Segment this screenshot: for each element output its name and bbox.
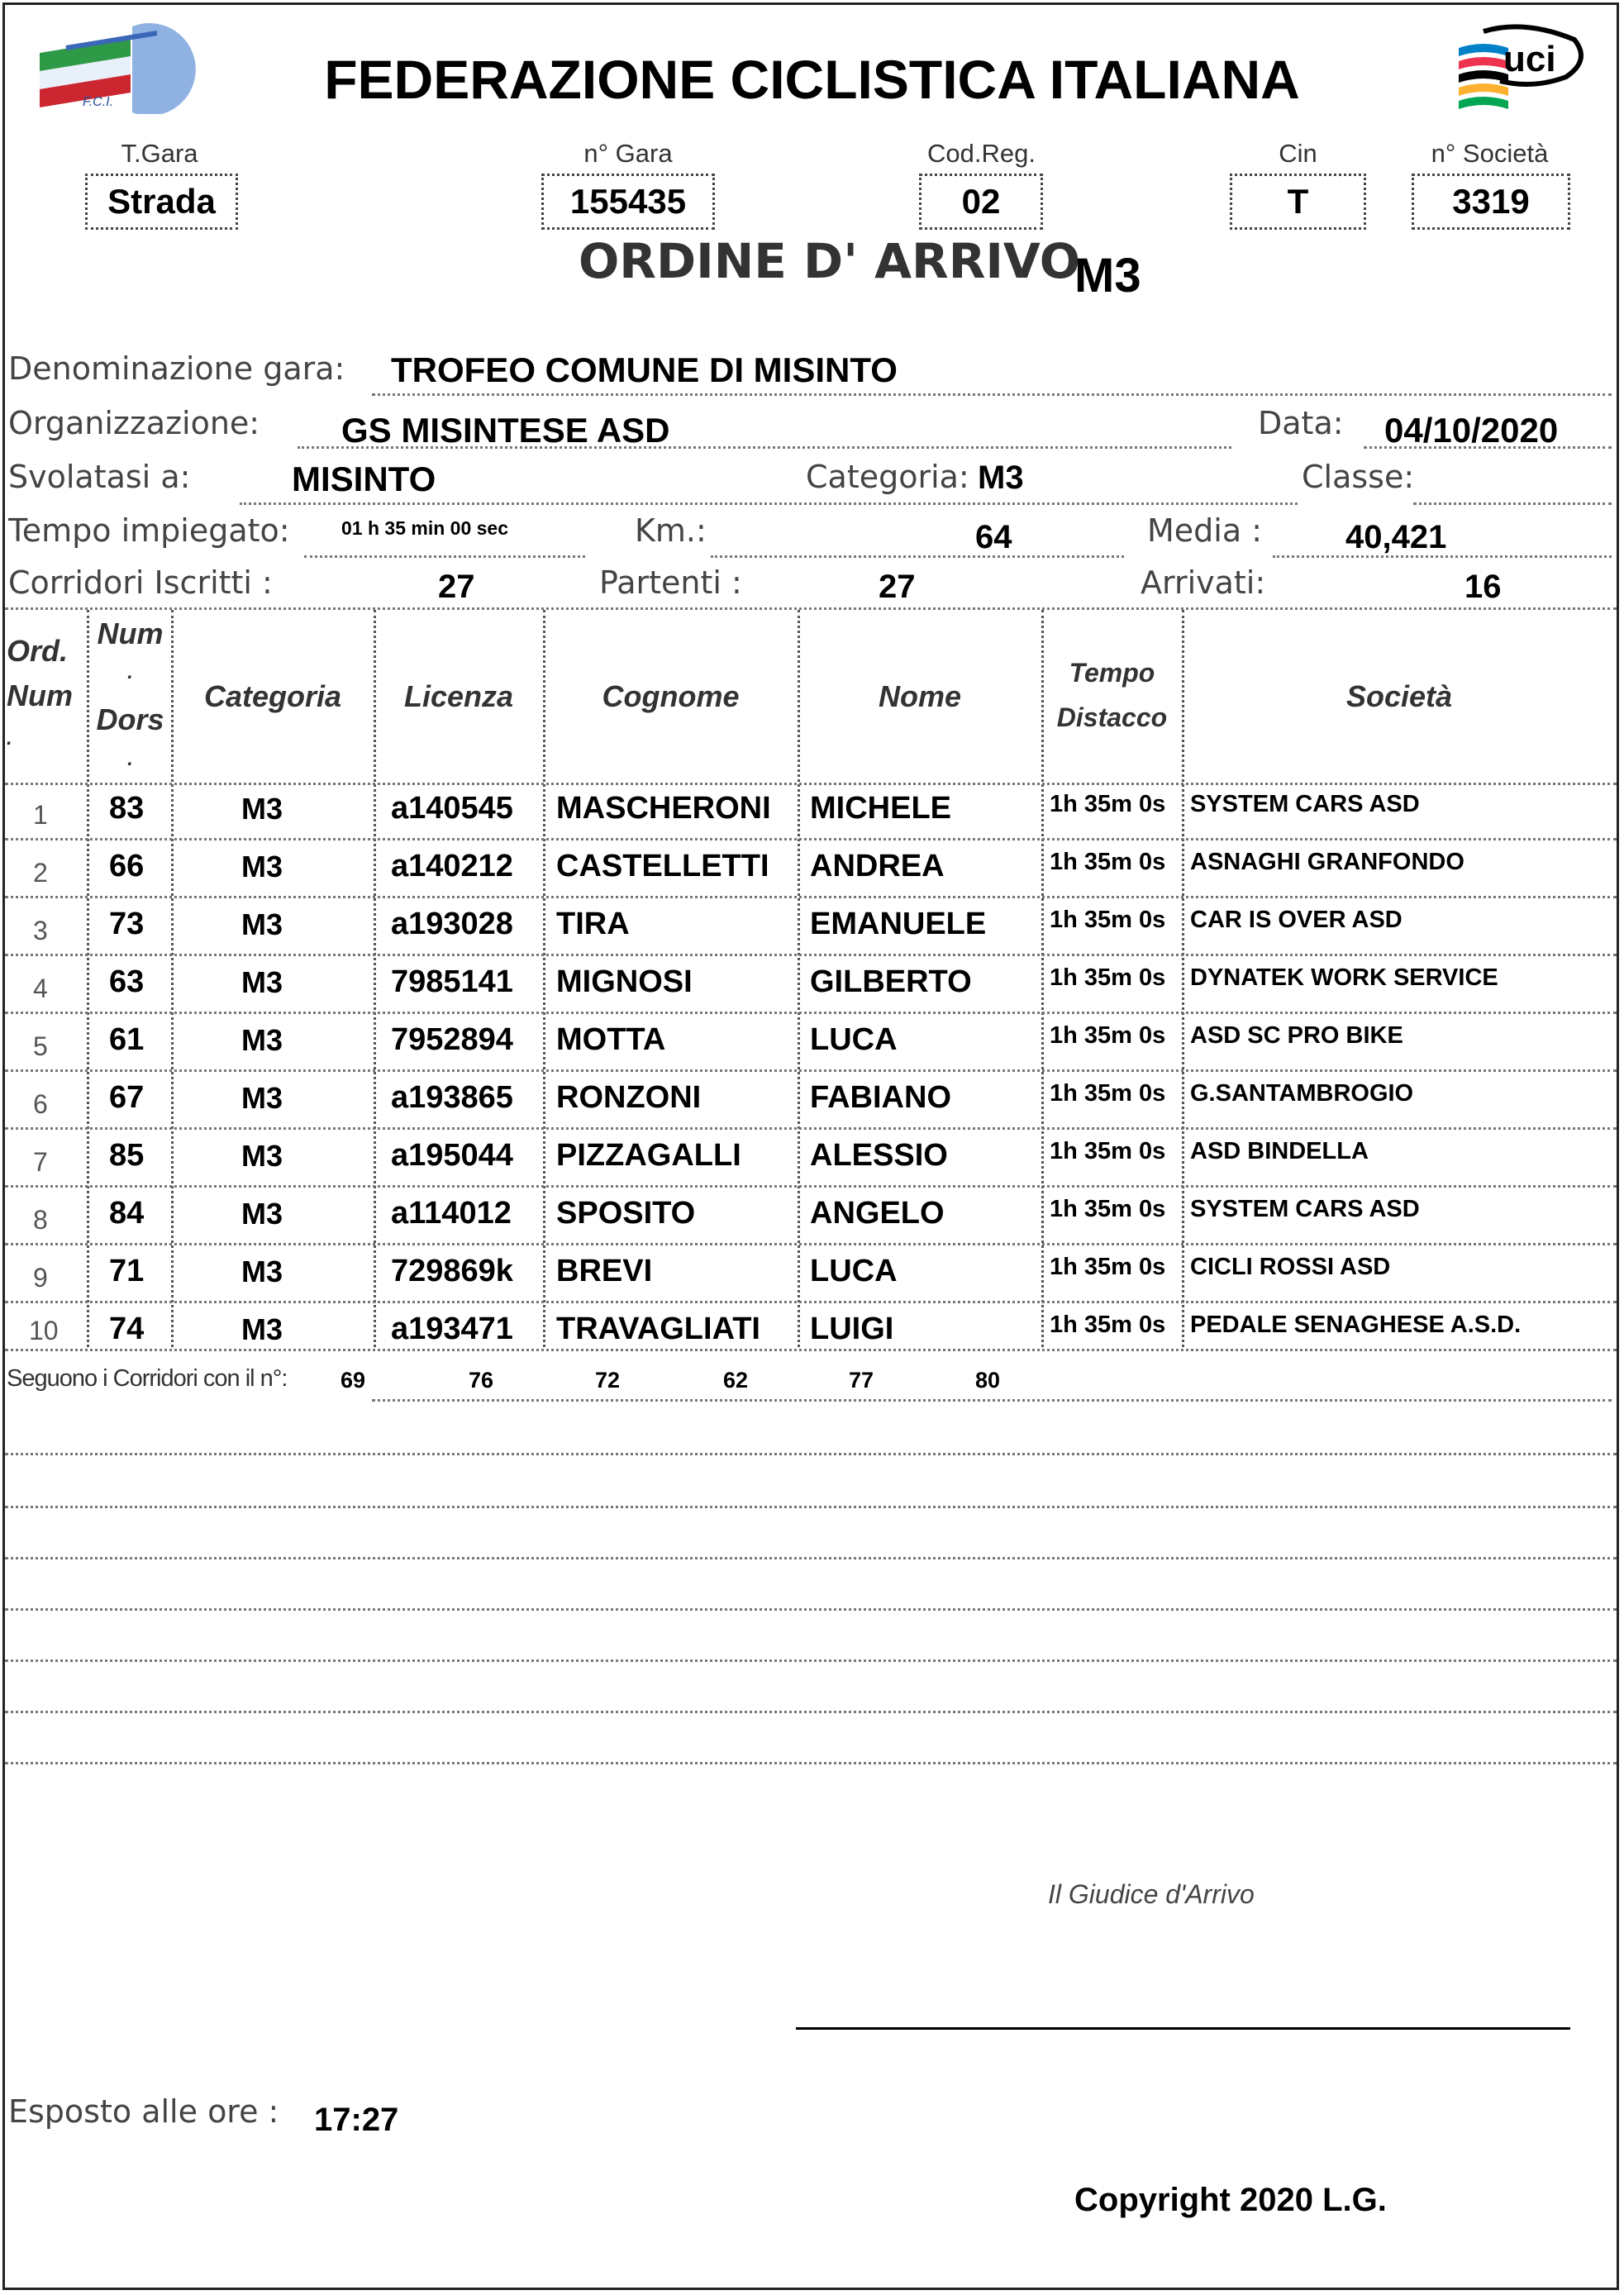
codreg-label: Cod.Reg.: [927, 139, 1036, 168]
row-cog: RONZONI: [556, 1080, 702, 1115]
divider: [372, 1399, 1612, 1402]
row-cat: M3: [241, 907, 283, 941]
svg-text:F.C.I.: F.C.I.: [83, 95, 114, 109]
tempo-label: Tempo impiegato:: [8, 512, 290, 549]
header-bottom-border: [5, 783, 1617, 785]
row-num: 85: [109, 1138, 145, 1173]
row-divider: [5, 1349, 1617, 1351]
row-divider: [5, 1243, 1617, 1245]
row-cog: SPOSITO: [556, 1196, 696, 1231]
row-cog: TRAVAGLIATI: [556, 1312, 760, 1346]
row-tempo: 1h 35m 0s: [1050, 1080, 1166, 1107]
seguono-label: Seguono i Corridori con il n°:: [7, 1365, 288, 1392]
blank-line: [5, 1762, 1617, 1764]
row-nom: EMANUELE: [810, 907, 987, 941]
blank-line: [5, 1711, 1617, 1713]
row-divider: [5, 1185, 1617, 1188]
cin-value: T: [1230, 174, 1366, 230]
row-num: 74: [109, 1312, 145, 1346]
row-lic: 7985141: [391, 964, 513, 999]
header-num-2: .: [127, 661, 133, 683]
header-num-4: .: [127, 748, 133, 770]
row-ord: 6: [33, 1089, 48, 1119]
tempo-value: 01 h 35 min 00 sec: [341, 517, 509, 539]
row-ord: 4: [33, 974, 48, 1003]
blank-line: [5, 1659, 1617, 1662]
categoria-label: Categoria:: [806, 459, 969, 495]
divider: [711, 555, 1124, 558]
row-tempo: 1h 35m 0s: [1050, 1312, 1166, 1338]
row-divider: [5, 1012, 1617, 1014]
seguono-number: 80: [975, 1368, 1001, 1393]
row-cog: PIZZAGALLI: [556, 1138, 741, 1173]
row-cog: CASTELLETTI: [556, 849, 769, 883]
table-top-border: [5, 607, 1617, 610]
row-cog: BREVI: [556, 1254, 653, 1288]
row-soc: DYNATEK WORK SERVICE: [1190, 964, 1498, 991]
blank-line: [5, 1557, 1617, 1559]
column-separator: [87, 610, 89, 1347]
row-lic: a140212: [391, 849, 513, 883]
ngara-label: n° Gara: [583, 139, 673, 168]
media-value: 40,421: [1345, 519, 1447, 555]
tgara-label: T.Gara: [121, 139, 198, 168]
header-num-1: Num: [97, 617, 164, 650]
row-ord: 3: [33, 916, 48, 945]
header-tempo-1: Tempo: [1069, 658, 1155, 688]
row-lic: a195044: [391, 1138, 513, 1173]
row-divider: [5, 1127, 1617, 1130]
row-divider: [5, 1069, 1617, 1072]
row-soc: CICLI ROSSI ASD: [1190, 1254, 1391, 1280]
divider: [372, 393, 1612, 396]
svolatasi-value: MISINTO: [292, 459, 436, 498]
seguono-number: 72: [595, 1368, 621, 1393]
row-cog: MOTTA: [556, 1022, 666, 1057]
row-tempo: 1h 35m 0s: [1050, 907, 1166, 933]
row-num: 83: [109, 791, 145, 826]
row-lic: a193028: [391, 907, 513, 941]
header-ord-1: Ord.: [7, 634, 69, 668]
arrivati-value: 16: [1464, 569, 1502, 605]
row-tempo: 1h 35m 0s: [1050, 1254, 1166, 1280]
row-nom: ANGELO: [810, 1196, 945, 1231]
arrivati-label: Arrivati:: [1141, 564, 1266, 601]
row-ord: 2: [33, 858, 48, 888]
organizzazione-label: Organizzazione:: [8, 405, 260, 441]
row-nom: ANDREA: [810, 849, 945, 883]
row-tempo: 1h 35m 0s: [1050, 849, 1166, 875]
row-cat: M3: [241, 965, 283, 999]
row-cog: TIRA: [556, 907, 630, 941]
row-nom: LUCA: [810, 1254, 898, 1288]
row-cat: M3: [241, 850, 283, 883]
header-tempo-2: Distacco: [1056, 702, 1168, 732]
row-cat: M3: [241, 1023, 283, 1057]
row-nom: GILBERTO: [810, 964, 972, 999]
column-separator: [798, 610, 800, 1347]
header-licenza: Licenza: [403, 679, 514, 713]
column-separator: [171, 610, 174, 1347]
row-tempo: 1h 35m 0s: [1050, 791, 1166, 817]
row-divider: [5, 954, 1617, 956]
row-nom: ALESSIO: [810, 1138, 948, 1173]
km-value: 64: [975, 519, 1012, 555]
column-separator: [374, 610, 376, 1347]
svolatasi-label: Svolatasi a:: [8, 459, 191, 495]
row-lic: a193865: [391, 1080, 513, 1115]
divider: [240, 502, 1298, 505]
row-tempo: 1h 35m 0s: [1050, 1022, 1166, 1049]
row-num: 61: [109, 1022, 145, 1057]
row-num: 73: [109, 907, 145, 941]
partenti-value: 27: [879, 569, 916, 605]
row-num: 67: [109, 1080, 145, 1115]
row-soc: ASD BINDELLA: [1190, 1138, 1369, 1164]
row-lic: 7952894: [391, 1022, 513, 1057]
blank-line: [5, 1506, 1617, 1508]
row-tempo: 1h 35m 0s: [1050, 1196, 1166, 1222]
category-code: M3: [1074, 249, 1141, 302]
media-label: Media :: [1147, 512, 1263, 549]
page-title: FEDERAZIONE CICLISTICA ITALIANA: [324, 49, 1300, 110]
row-ord: 5: [33, 1031, 48, 1061]
ngara-value: 155435: [541, 174, 715, 230]
header-ord-3: .: [7, 727, 12, 750]
iscritti-value: 27: [438, 569, 475, 605]
row-soc: PEDALE SENAGHESE A.S.D.: [1190, 1312, 1522, 1338]
blank-line: [5, 1453, 1617, 1455]
header-cognome: Cognome: [602, 679, 740, 713]
km-label: Km.:: [635, 512, 707, 549]
page-subtitle: ORDINE D' ARRIVO: [579, 233, 1081, 289]
divider: [298, 446, 1231, 449]
partenti-label: Partenti :: [599, 564, 742, 601]
row-tempo: 1h 35m 0s: [1050, 1138, 1166, 1164]
organizzazione-value: GS MISINTESE ASD: [341, 411, 670, 450]
seguono-number: 69: [341, 1368, 366, 1393]
divider: [1364, 446, 1612, 449]
data-label: Data:: [1258, 405, 1344, 441]
row-soc: SYSTEM CARS ASD: [1190, 791, 1420, 817]
row-tempo: 1h 35m 0s: [1050, 964, 1166, 991]
header-nome: Nome: [878, 679, 962, 713]
row-lic: a193471: [391, 1312, 513, 1346]
nsocieta-value: 3319: [1412, 174, 1570, 230]
row-cat: M3: [241, 1197, 283, 1231]
data-value: 04/10/2020: [1384, 411, 1559, 450]
row-num: 71: [109, 1254, 145, 1288]
iscritti-label: Corridori Iscritti :: [8, 564, 273, 601]
row-cog: MASCHERONI: [556, 791, 771, 826]
classe-label: Classe:: [1302, 459, 1415, 495]
row-soc: ASD SC PRO BIKE: [1190, 1022, 1403, 1049]
cin-label: Cin: [1279, 139, 1317, 168]
header-num-3: Dors: [96, 702, 164, 736]
row-divider: [5, 896, 1617, 898]
row-lic: a114012: [391, 1196, 512, 1231]
row-divider: [5, 1301, 1617, 1303]
signature-line: [796, 2027, 1570, 2030]
giudice-label: Il Giudice d'Arrivo: [1048, 1879, 1255, 1909]
esposto-value: 17:27: [314, 2102, 399, 2138]
row-soc: CAR IS OVER ASD: [1190, 907, 1403, 933]
seguono-number: 76: [469, 1368, 494, 1393]
row-divider: [5, 838, 1617, 840]
copyright: Copyright 2020 L.G.: [1074, 2182, 1387, 2218]
divider: [304, 555, 585, 558]
column-separator: [1182, 610, 1184, 1347]
row-cat: M3: [241, 1312, 283, 1346]
row-num: 63: [109, 964, 145, 999]
divider: [1273, 555, 1612, 558]
row-lic: a140545: [391, 791, 513, 826]
tgara-value: Strada: [85, 174, 238, 230]
denominazione-value: TROFEO COMUNE DI MISINTO: [391, 350, 898, 389]
row-num: 84: [109, 1196, 145, 1231]
column-separator: [543, 610, 545, 1347]
row-nom: FABIANO: [810, 1080, 951, 1115]
row-soc: SYSTEM CARS ASD: [1190, 1196, 1420, 1222]
seguono-number: 77: [849, 1368, 874, 1393]
row-soc: ASNAGHI GRANFONDO: [1190, 849, 1464, 875]
row-ord: 10: [29, 1316, 59, 1345]
denominazione-label: Denominazione gara:: [8, 350, 345, 387]
header-ord-2: Num: [7, 679, 73, 712]
categoria-value: M3: [978, 459, 1024, 496]
svg-text:uci: uci: [1503, 39, 1556, 79]
row-nom: MICHELE: [810, 791, 951, 826]
row-nom: LUIGI: [810, 1312, 894, 1346]
seguono-number: 62: [723, 1368, 749, 1393]
nsocieta-label: n° Società: [1431, 139, 1549, 168]
divider: [1413, 502, 1612, 505]
row-ord: 9: [33, 1263, 48, 1293]
row-num: 66: [109, 849, 145, 883]
esposto-label: Esposto alle ore :: [8, 2093, 279, 2130]
row-cat: M3: [241, 1139, 283, 1173]
blank-line: [5, 1608, 1617, 1611]
header-societa: Società: [1345, 679, 1453, 713]
row-nom: LUCA: [810, 1022, 898, 1057]
row-cat: M3: [241, 1255, 283, 1288]
row-lic: 729869k: [391, 1254, 513, 1288]
row-soc: G.SANTAMBROGIO: [1190, 1080, 1414, 1107]
header-categoria: Categoria: [203, 679, 342, 713]
row-cog: MIGNOSI: [556, 964, 693, 999]
row-cat: M3: [241, 792, 283, 826]
row-ord: 8: [33, 1205, 48, 1235]
row-ord: 1: [33, 800, 48, 830]
row-cat: M3: [241, 1081, 283, 1115]
codreg-value: 02: [919, 174, 1043, 230]
row-ord: 7: [33, 1147, 48, 1177]
